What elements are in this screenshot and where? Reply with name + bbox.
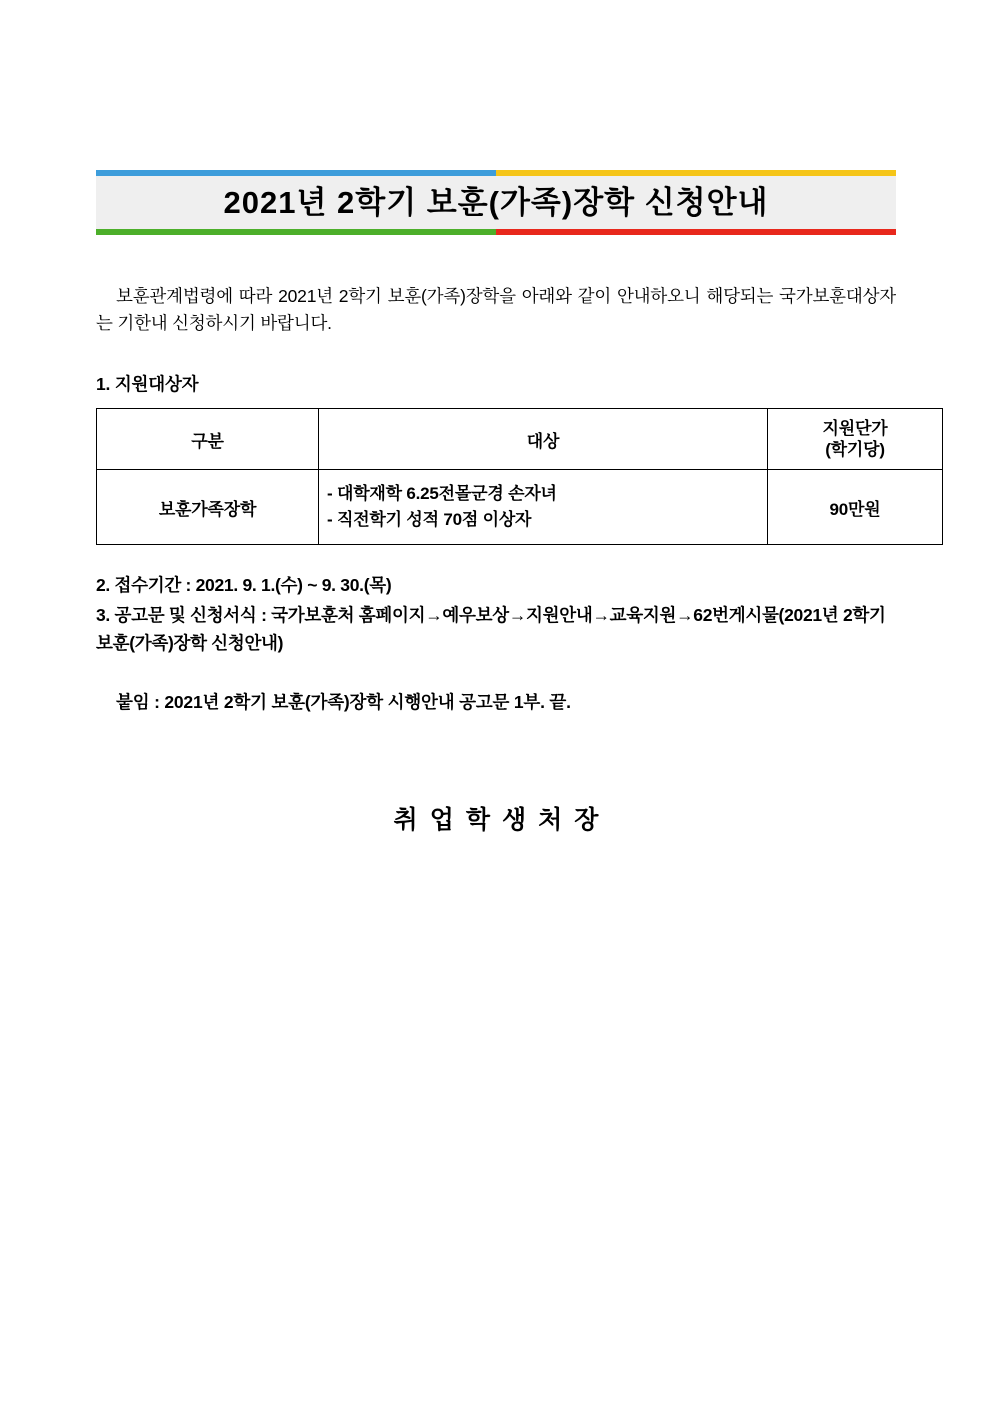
table-header-row [97,409,943,470]
arrow-icon-4: → [676,605,694,625]
line-notice-path-part3: 지원안내 [526,605,593,625]
arrow-icon-1: → [425,605,443,625]
accent-bar-red [496,229,896,235]
line-notice-path-part1: 3. 공고문 및 신청서식 : 국가보훈처 홈페이지 [96,605,426,625]
column-header-price [768,409,943,470]
cell-daesang-line2: - 직전학기 성적 70점 이상자 [327,510,532,529]
column-header-gubun: 구분 [97,409,319,470]
info-lines [96,571,896,657]
document-body [96,170,896,836]
column-header-daesang: 대상 [319,409,768,470]
accent-bar-yellow [496,170,896,176]
line-notice-path-part4: 교육지원 [609,605,677,625]
accent-bar-green [96,229,496,235]
page-title: 2021년 2학기 보훈(가족)장학 신청안내 [223,185,769,220]
column-header-price-line2: (학기당) [825,440,885,459]
arrow-icon-2: → [508,605,527,625]
table-header [97,409,943,470]
cell-daesang-line1: - 대학재학 6.25전몰군경 손자녀 [327,483,557,503]
accent-bar-blue [96,170,496,176]
line-notice-path-part2: 예우보상 [442,605,509,625]
line-notice-path [96,601,896,657]
intro-paragraph: 보훈관계법령에 따라 2021년 2학기 보훈(가족)장학을 아래와 같이 안내하오니 해당되는 국가보훈대상자는 기한내 신청하시기 바랍니다. [96,285,896,333]
signature-line: 취업학생처장 [393,806,611,834]
cell-daesang [319,470,768,545]
section-heading-1: 1. 지원대상자 [96,374,199,394]
table-body [97,470,943,545]
line-notice-path-part5: 62번게시물(2021년 2학기 보훈(가족)장학 신청안내) [96,605,886,653]
cell-gubun: 보훈가족장학 [97,470,319,545]
line-receipt-period: 2. 접수기간 : 2021. 9. 1.(수) ~ 9. 30.(목) [96,575,392,595]
column-header-price-line1: 지원단가 [822,418,888,438]
support-table [96,408,943,545]
cell-price: 90만원 [768,470,943,545]
table-row [97,470,943,545]
title-banner [96,170,896,235]
arrow-icon-3: → [592,605,610,625]
attachment-line: 붙임 : 2021년 2학기 보훈(가족)장학 시행안내 공고문 1부. 끝. [116,692,571,712]
